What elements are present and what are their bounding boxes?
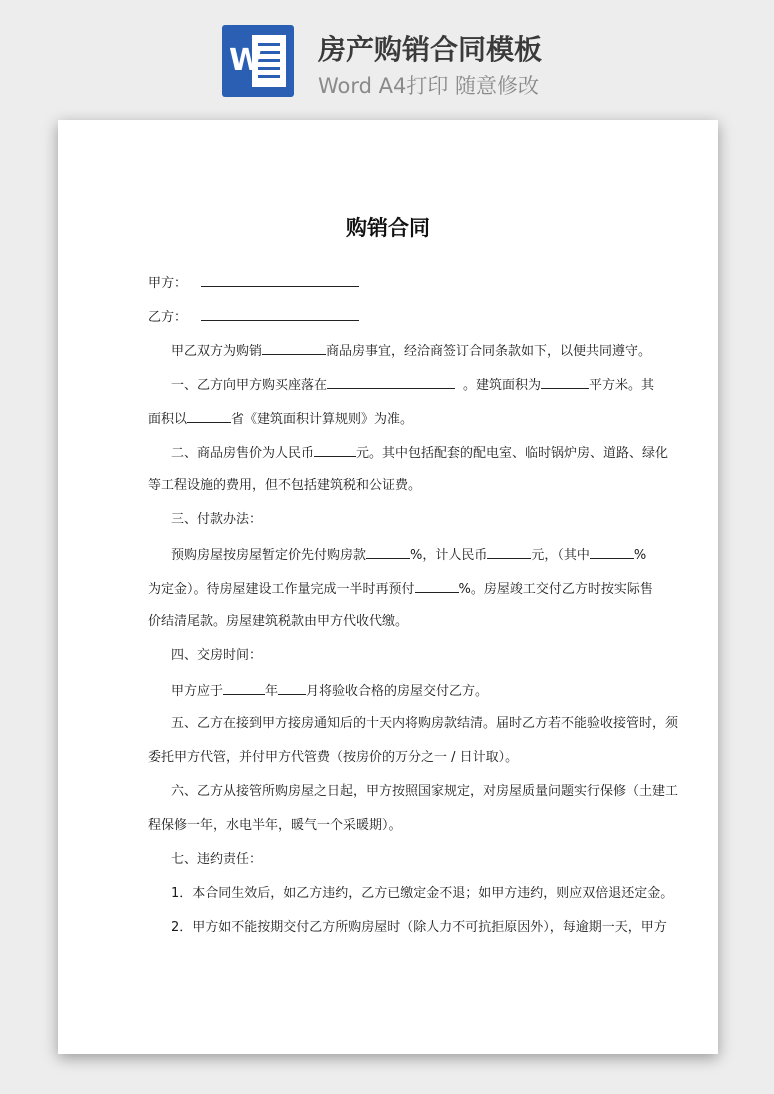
year-blank[interactable]: [223, 681, 265, 695]
party-b-line: [148, 307, 359, 327]
clause-5-line-1: 五、乙方在接到甲方接房通知后的十天内将购房款结清。届时乙方若不能验收接管时，须: [171, 716, 679, 731]
document-page: [58, 120, 718, 1054]
payment-line-2: [148, 579, 653, 599]
payment-text-2: %，计人民币: [410, 548, 488, 563]
delivery-text-3: 月将验收合格的房屋交付乙方。: [306, 684, 489, 699]
clause-7-heading: 七、违约责任：: [171, 852, 263, 867]
intro-text-1: 甲乙双方为购销: [171, 344, 263, 359]
clause-4-heading: 四、交房时间：: [171, 648, 263, 663]
price-blank[interactable]: [314, 443, 356, 457]
prepay-percent-blank[interactable]: [366, 545, 410, 559]
clause-2-line-1: [171, 443, 668, 463]
payment-text-3: 元，（其中: [531, 548, 590, 563]
clause-3-heading: 三、付款办法：: [171, 512, 263, 527]
payment-text-4: %: [633, 548, 647, 563]
intro-text-2: 商品房事宜，经洽商签订合同条款如下，以便共同遵守。: [326, 344, 652, 359]
page-header: [0, 0, 774, 110]
clause-2-text-1: 二、商品房售价为人民币: [171, 446, 315, 461]
payment-text-6: %。房屋竣工交付乙方时按实际售: [458, 582, 653, 597]
clause-7-item-1: 1．本合同生效后，如乙方违约，乙方已缴定金不退；如甲方违约，则应双倍退还定金。: [171, 886, 674, 901]
clause-1-line-2: [148, 409, 413, 429]
payment-line-3: 价结清尾款。房屋建筑税款由甲方代收代缴。: [148, 614, 409, 629]
delivery-line: [171, 681, 488, 701]
party-a-label: 甲方：: [148, 276, 188, 291]
template-title: 房产购销合同模板: [318, 33, 543, 66]
payment-text-5: 为定金）。待房屋建设工作量完成一半时再预付: [148, 582, 415, 597]
product-blank[interactable]: [262, 341, 326, 355]
province-blank[interactable]: [187, 409, 231, 423]
clause-6-line-1: 六、乙方从接管所购房屋之日起，甲方按照国家规定，对房屋质量问题实行保修（土建工: [171, 784, 679, 799]
prepay-amount-blank[interactable]: [487, 545, 531, 559]
clause-1-text-3: 平方米。其: [589, 378, 655, 393]
area-blank[interactable]: [541, 375, 589, 389]
payment-text-1: 预购房屋按房屋暂定价先付购房款: [171, 548, 367, 563]
clause-6-line-2: 程保修一年，水电半年，暖气一个采暖期）。: [148, 818, 402, 833]
location-blank[interactable]: [327, 375, 455, 389]
party-b-label: 乙方：: [148, 310, 188, 325]
clause-1-text-1: 一、乙方向甲方购买座落在: [171, 378, 328, 393]
clause-5-line-2: 委托甲方代管，并付甲方代管费（按房价的万分之一 / 日计取）。: [148, 750, 519, 765]
document-title: 购销合同: [346, 216, 430, 240]
template-subtitle: Word A4打印 随意修改: [318, 74, 540, 98]
clause-2-text-2: 元。其中包括配套的配电室、临时锅炉房、道路、绿化: [356, 446, 669, 461]
clause-1-line-1: [171, 375, 654, 395]
month-blank[interactable]: [278, 681, 306, 695]
party-a-line: [148, 273, 359, 293]
word-document-icon: [222, 25, 294, 97]
word-icon-letter: W: [229, 43, 263, 78]
clause-1-text-4: 面积以: [148, 412, 188, 427]
deposit-percent-blank[interactable]: [590, 545, 634, 559]
clause-2-line-2: 等工程设施的费用，但不包括建筑税和公证费。: [148, 478, 422, 493]
clause-1-text-5: 省《建筑面积计算规则》为准。: [231, 412, 414, 427]
paragraph-intro: [171, 341, 651, 361]
delivery-text-2: 年: [265, 684, 279, 699]
party-a-blank[interactable]: [201, 273, 359, 287]
party-b-blank[interactable]: [201, 307, 359, 321]
clause-1-text-2: 。建筑面积为: [463, 378, 542, 393]
payment-line-1: [171, 545, 646, 565]
second-prepay-blank[interactable]: [415, 579, 459, 593]
clause-7-item-2: 2．甲方如不能按期交付乙方所购房屋时（除人力不可抗拒原因外），每逾期一天，甲方: [171, 920, 667, 935]
delivery-text-1: 甲方应于: [171, 684, 224, 699]
